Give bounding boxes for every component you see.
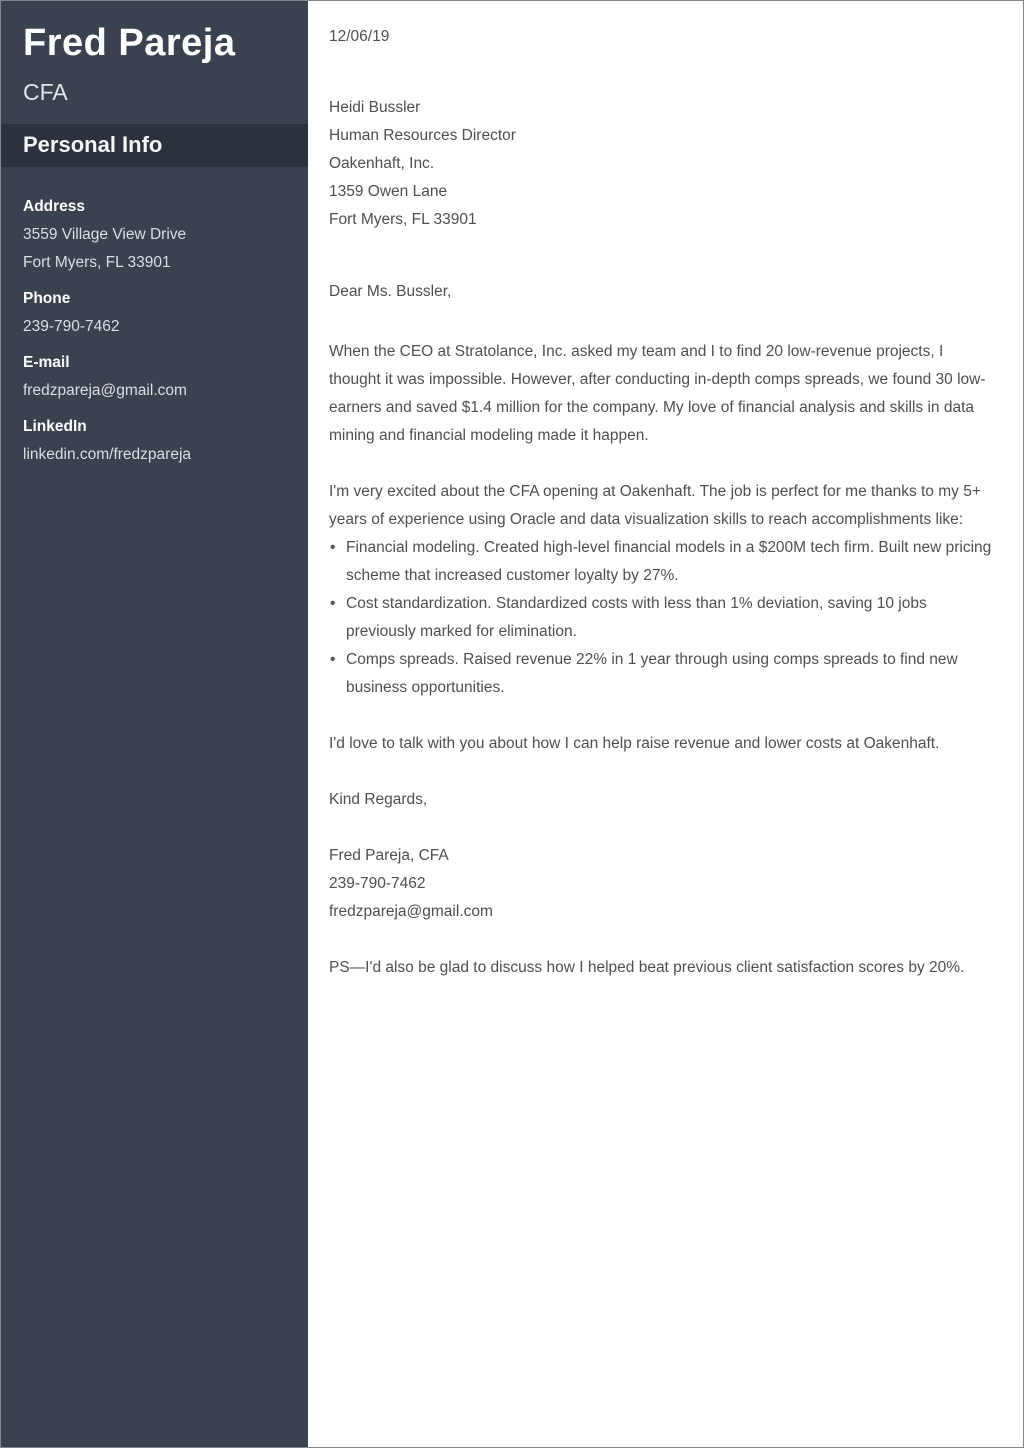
salutation: Dear Ms. Bussler, [329, 283, 452, 300]
closing-line: I'd love to talk with you about how I can help raise revenue and lower costs at Oakenhaft. [329, 735, 940, 752]
recipient-street: 1359 Owen Lane [329, 183, 448, 200]
contact-fields [1, 167, 308, 469]
postscript: PS—I'd also be glad to discuss how I helped beat previous client satisfaction scores by 20%. [329, 959, 965, 976]
list-item [329, 534, 995, 590]
recipient-role: Human Resources Director [329, 127, 516, 144]
bullet-text: Comps spreads. Raised revenue 22% in 1 year through using comps spreads to find new business opportunities. [346, 651, 958, 696]
list-item [329, 646, 995, 702]
field-phone [23, 285, 286, 341]
linkedin-value: linkedin.com/fredzpareja [23, 445, 192, 463]
paragraph-excited: I'm very excited about the CFA opening at Oakenhaft. The job is perfect for me thanks to my 5+ years of experience using Oracle and data visualization skills to reach accomplishments like: [329, 483, 981, 528]
signature-email: fredzpareja@gmail.com [329, 903, 493, 920]
email-label: E-mail [23, 353, 70, 371]
field-email [23, 349, 286, 405]
linkedin-label: LinkedIn [23, 417, 87, 435]
bullet-icon: • [330, 595, 336, 612]
phone-value: 239-790-7462 [23, 317, 120, 335]
bullet-icon: • [330, 539, 336, 556]
bullet-text: Cost standardization. Standardized costs with less than 1% deviation, saving 10 jobs previously marked for elimination. [346, 595, 927, 640]
sidebar [1, 1, 308, 1447]
sidebar-header [1, 1, 308, 106]
recipient-block [329, 94, 995, 234]
field-address [23, 193, 286, 277]
recipient-name: Heidi Bussler [329, 99, 421, 116]
address-line: 3559 Village View Drive [23, 225, 187, 243]
bullet-text: Financial modeling. Created high-level financial models in a $200M tech firm. Built new pricing scheme that increased customer loyalty by 27%. [346, 539, 992, 584]
signature-phone: 239-790-7462 [329, 875, 426, 892]
accomplishment-list [329, 534, 995, 702]
signature-name: Fred Pareja, CFA [329, 847, 449, 864]
paragraph-intro: When the CEO at Stratolance, Inc. asked my team and I to find 20 low-revenue projects, I thought it was impossible. However, after conducting in-depth comps spreads, we found 30 low-earners and saved $1.4 million for the company. My love of financial analysis and skills in data mining and financial modeling made it happen. [329, 343, 986, 444]
applicant-title: CFA [23, 78, 68, 105]
field-linkedin [23, 413, 286, 469]
address-line: Fort Myers, FL 33901 [23, 253, 171, 271]
sign-off: Kind Regards, [329, 791, 428, 808]
bullet-icon: • [330, 651, 336, 668]
letter-body [308, 1, 1023, 1447]
applicant-name: Fred Pareja [23, 22, 236, 64]
phone-label: Phone [23, 289, 71, 307]
signature-block [329, 842, 995, 926]
letter-date: 12/06/19 [329, 28, 390, 45]
address-label: Address [23, 197, 86, 215]
recipient-city: Fort Myers, FL 33901 [329, 211, 477, 228]
list-item [329, 590, 995, 646]
email-value: fredzpareja@gmail.com [23, 381, 187, 399]
recipient-company: Oakenhaft, Inc. [329, 155, 435, 172]
personal-info-heading: Personal Info [1, 124, 308, 167]
